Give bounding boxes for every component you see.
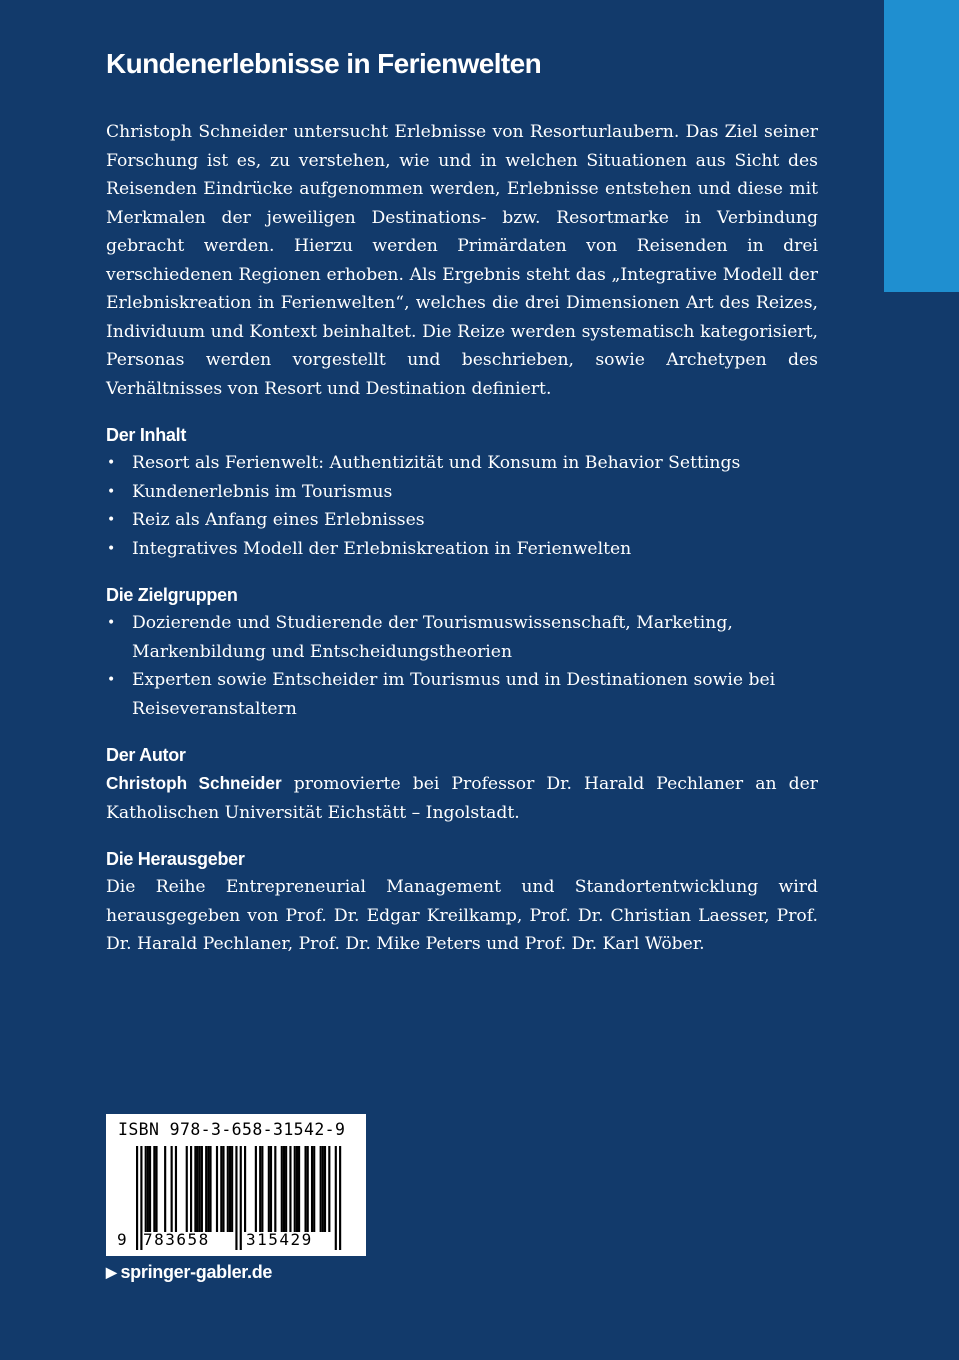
- list-item: • Kundenerlebnis im Tourismus: [106, 478, 818, 507]
- website-label: springer-gabler.de: [120, 1262, 273, 1282]
- barcode-bar: [259, 1146, 261, 1232]
- barcode-bar: [289, 1146, 291, 1232]
- list-item: • Experten sowie Entscheider im Tourismus und in Destinationen sowie bei Reiseveranstaltern: [106, 666, 818, 723]
- herausgeber-heading: Die Herausgeber: [106, 849, 245, 869]
- bullet-icon: •: [107, 483, 116, 500]
- isbn-barcode: [106, 1114, 366, 1256]
- barcode-bar: [274, 1146, 276, 1232]
- barcode-bar: [153, 1146, 155, 1232]
- intro-paragraph: Christoph Schneider untersucht Erlebnisse von Resorturlaubern. Das Ziel seiner Forschung ist es, zu verstehen, wie und in welchen Situationen aus Sicht des Reisenden Eindrücke aufgenommen werden, Erlebnisse entstehen und diese mit Merkmalen der jeweiligen Destinations- bzw. Resortmarke in Verbindung gebracht werden. Hierzu werden Primärdaten von Reisenden in drei verschiedenen Regionen erhoben. Als Ergebnis steht das „Integrative Modell der Erlebniskreation in Ferienwelten“, welches die drei Dimensionen Art des Reizes, Individuum und Kontext beinhaltet. Die Reize werden systematisch kategorisiert, Personas werden vorgestellt und beschrieben, sowie Archetypen des Verhältnisses von Resort und Destination definiert.: [106, 122, 818, 399]
- barcode-bar: [339, 1146, 341, 1250]
- barcode-bar: [335, 1146, 337, 1250]
- barcode-bar: [294, 1146, 296, 1232]
- barcode-bar: [320, 1146, 322, 1232]
- barcode-bar: [227, 1146, 229, 1232]
- barcode-bar: [175, 1146, 177, 1232]
- author-name: Christoph Schneider: [106, 773, 282, 793]
- barcode-bar: [244, 1146, 246, 1232]
- list-item: • Reiz als Anfang eines Erlebnisses: [106, 506, 818, 535]
- bullet-icon: •: [107, 540, 116, 557]
- herausgeber-paragraph: Die Reihe Entrepreneurial Management und Standortentwicklung wird herausgegeben von Prof. Dr. Edgar Kreilkamp, Prof. Dr. Christian Laesser, Prof. Dr. Harald Pechlaner, Prof. Dr. Mike Peters und Prof. Dr. Karl Wöber.: [106, 877, 818, 954]
- barcode-bar: [199, 1146, 201, 1232]
- barcode-bar: [222, 1146, 224, 1232]
- barcode-bar: [307, 1146, 309, 1232]
- barcode-bar: [207, 1146, 209, 1232]
- barcode-bar: [322, 1146, 324, 1232]
- arrow-right-icon: ▶: [106, 1264, 117, 1280]
- barcode-bar: [164, 1146, 166, 1232]
- barcode-bar: [220, 1146, 222, 1232]
- barcode-bar: [283, 1146, 285, 1232]
- isbn-label: ISBN 978-3-658-31542-9: [118, 1120, 346, 1139]
- book-title: Kundenerlebnisse in Ferienwelten: [106, 48, 542, 79]
- barcode-bar: [149, 1146, 151, 1232]
- list-item: • Resort als Ferienwelt: Authentizität und Konsum in Behavior Settings: [106, 449, 818, 478]
- bullet-icon: •: [107, 672, 116, 688]
- barcode-bar: [155, 1146, 157, 1232]
- barcode-bar: [186, 1146, 188, 1232]
- barcode-bar: [190, 1146, 192, 1232]
- zielgruppen-list: [106, 609, 818, 723]
- barcode-bar: [261, 1146, 263, 1232]
- barcode-bar: [216, 1146, 218, 1232]
- barcode-bar: [281, 1146, 283, 1232]
- barcode-bar: [270, 1146, 272, 1232]
- bullet-icon: •: [107, 615, 116, 631]
- barcode-bar: [324, 1146, 326, 1232]
- bullet-icon: •: [107, 455, 116, 471]
- back-cover-content: [106, 44, 818, 959]
- barcode-bar: [145, 1146, 147, 1232]
- barcode-bar: [296, 1146, 298, 1232]
- barcode-bar: [304, 1146, 306, 1232]
- barcode-bar: [171, 1146, 173, 1232]
- zielgruppen-heading: Die Zielgruppen: [106, 585, 238, 605]
- ean-left-digits: 783658: [143, 1230, 210, 1249]
- barcode-bar: [298, 1146, 300, 1232]
- barcode-bar: [229, 1146, 231, 1232]
- barcode-bar: [285, 1146, 287, 1232]
- inhalt-heading: Der Inhalt: [106, 425, 187, 445]
- barcode-bar: [328, 1146, 330, 1232]
- barcode-bar: [240, 1146, 242, 1250]
- barcode-bar: [268, 1146, 270, 1232]
- barcode-bar: [231, 1146, 233, 1232]
- ean-right-digits: 315429: [246, 1230, 313, 1249]
- barcode-bar: [235, 1146, 237, 1250]
- author-description: promovierte bei Professor Dr. Harald Pechlaner an der Katholischen Universität Eichstätt – Ingolstadt.: [106, 774, 819, 823]
- ean-first-digit: 9: [117, 1230, 127, 1249]
- barcode-bar: [147, 1146, 149, 1232]
- accent-bar: [884, 0, 959, 292]
- barcode-bar: [313, 1146, 315, 1232]
- barcode-bar: [136, 1146, 138, 1250]
- barcode-bar: [194, 1146, 196, 1232]
- barcode-bar: [205, 1146, 207, 1232]
- bullet-icon: •: [107, 512, 116, 528]
- list-item: • Dozierende und Studierende der Tourismuswissenschaft, Marketing, Markenbildung und Entscheidungstheorien: [106, 609, 818, 666]
- autor-paragraph: [106, 769, 818, 827]
- list-item: • Integratives Modell der Erlebniskreation in Ferienwelten: [106, 535, 818, 564]
- barcode-bar: [255, 1146, 257, 1232]
- autor-heading: Der Autor: [106, 745, 186, 765]
- barcode-bar: [209, 1146, 211, 1232]
- barcode-bar: [196, 1146, 198, 1232]
- barcode-bar: [311, 1146, 313, 1232]
- barcode-bar: [201, 1146, 203, 1232]
- inhalt-list: [106, 449, 818, 563]
- publisher-website[interactable]: [106, 1262, 272, 1283]
